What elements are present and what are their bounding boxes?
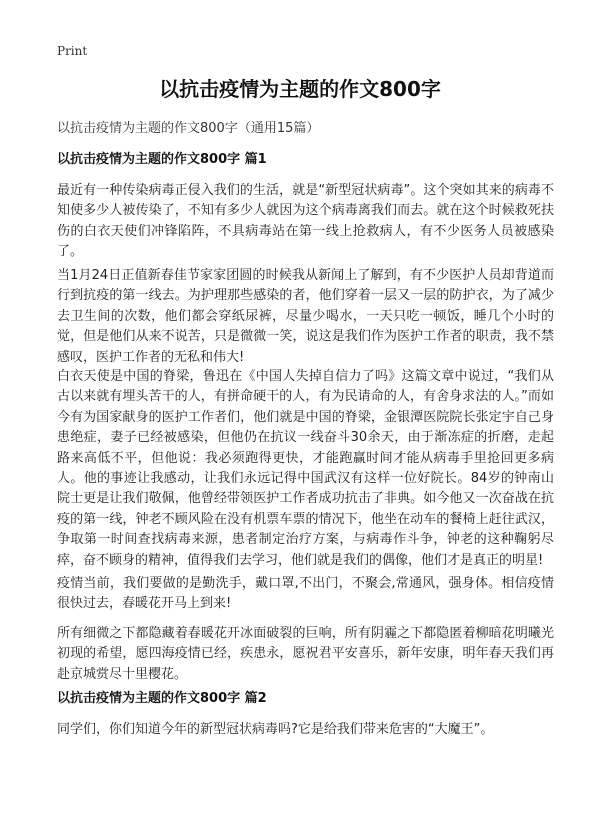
section-1-paragraph-3: 白衣天使是中国的脊梁，鲁迅在《中国人失掉自信力了吗》这篇文章中说过，“我们从古以来就有埋头苦干的人，有拼命硬干的人，有为民请命的人，有舍身求法的人。”而如今有为国家献身的医护工作者们，他们就是中国的脊梁，金银潭医院院长张定宇自己身患绝症，妻子已经被感染，但他仍在抗议一线奋斗30余天，由于渐冻症的折磨，走起路来高低不平，但他说：我必须跑得更快，才能跑赢时间才能从病毒手里抢回更多病人。他的事迹让我感动，让我们永远记得中国武汉有这样一位好院长。84岁的钟南山院士更是让我们敬佩，他曾经带领医护工作者成功抗击了非典。如今他又一次奋战在抗疫的第一线，钟老不顾风险在没有机票车票的情况下，他坐在动车的餐椅上赶往武汉，争取第一时间查找病毒来源，患者制定治疗方案，与病毒作斗争，钟老的这种鞠躬尽瘁，奋不顾身的精神，值得我们去学习，他们就是我们的偶像，他们才是真正的明星! xyxy=(57,369,554,568)
section-1-paragraph-4: 疫情当前，我们要做的是勤洗手，戴口罩,不出门，不聚会,常通风，强身体。相信疫情很快过去，春暖花开马上到来! xyxy=(57,576,554,612)
section-heading-1: 以抗击疫情为主题的作文800字 篇1 xyxy=(57,152,267,167)
section-2-paragraph-1: 同学们，你们知道今年的新型冠状病毒吗?它是给我们带来危害的“大魔王”。 xyxy=(57,722,494,737)
document-subtitle: 以抗击疫情为主题的作文800字（通用15篇） xyxy=(57,121,320,136)
section-heading-2: 以抗击疫情为主题的作文800字 篇2 xyxy=(57,691,267,706)
section-1-paragraph-2: 当1月24日正值新春佳节家家团圆的时候我从新闻上了解到，有不少医护人员却背道而行到抗疫的第一线去。为护理那些感染的者，他们穿着一层又一层的防护衣，为了减少去卫生间的次数，他们都会穿纸尿裤，尽量少喝水，一天只吃一顿饭，睡几个小时的觉，但是他们从来不说苦，只是微微一笑，说这是我们作为医护工作者的职责，我不禁感叹，医护工作者的无私和伟大! xyxy=(57,268,554,365)
section-1-paragraph-1: 最近有一种传染病毒正侵入我们的生活，就是“新型冠状病毒”。这个突如其来的病毒不知使多少人被传染了，不知有多少人就因为这个病毒离我们而去。就在这个时候救死扶伤的白衣天使们冲锋陷阵，不具病毒站在第一线上抢救病人，有不少医务人员被感染了。 xyxy=(57,183,554,260)
section-1-paragraph-5: 所有细微之下都隐藏着春暖花开冰面破裂的巨响，所有阴霾之下都隐匿着柳暗花明曦光初现的希望，愿四海疫情已经，疾患永，愿祝君平安喜乐，新年安康，明年春天我们再赴京城赏尽十里樱花。 xyxy=(57,626,554,682)
print-link[interactable]: Print xyxy=(57,44,88,58)
page-title: 以抗击疫情为主题的作文800字 xyxy=(159,77,441,101)
